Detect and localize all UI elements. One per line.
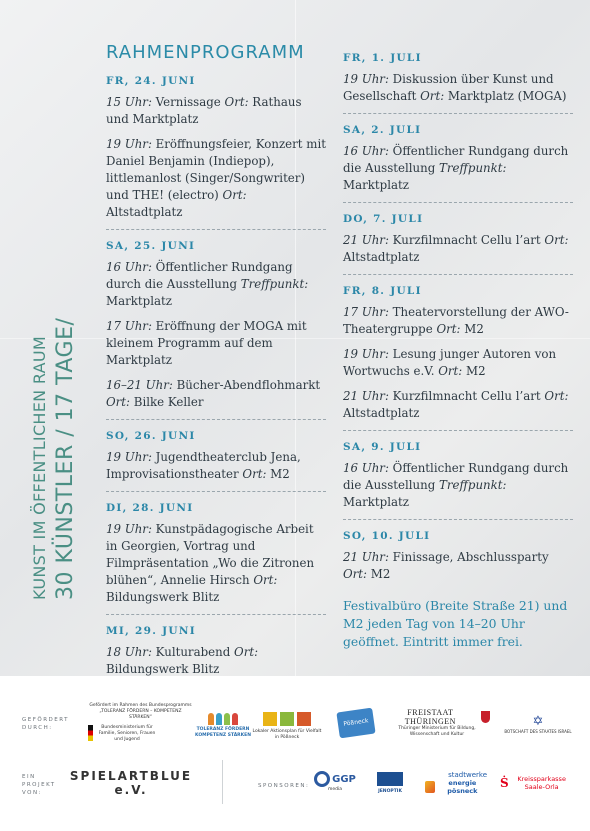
event-entry [106,318,326,369]
day-heading: SA, 2. JULI [343,124,422,136]
event-place: Bildungswerk Blitz [106,590,220,604]
event-text: Bücher-Abendflohmarkt [172,378,321,392]
event-text: Öffentlicher Rundgang durch die Ausstellung [343,461,569,492]
vertical-artists: 30 KÜNSTLER [53,444,78,600]
event-text: Kunstpädagogische Arbeit in Georgien, Vortrag und Filmpräsentation „Wo die Zitronen blühen“, Annelie Hirsch [106,522,315,587]
footer-divider [222,760,223,804]
day-heading: SA, 25. JUNI [106,240,196,252]
event-place: Altstadtplatz [343,406,420,420]
ggp-label: GGP [332,773,356,785]
thueringen-sub: Thüringer Ministerium für Bildung, Wissenschaft und Kultur [398,726,476,737]
lokaler-aktionsplan-logo [252,706,322,746]
thueringen-label: FREISTAAT THÜRINGEN [404,708,456,726]
vertical-subtitle: KUNST IM ÖFFENTLICHEN RAUM [30,336,49,600]
toleranz-label: TOLERANZ FÖRDERN KOMPETENZ STÄRKEN [195,727,251,738]
event-location-label: Ort: [544,233,569,247]
poessneck-label: Pößneck [343,717,369,728]
vertical-main-title: 30 KÜNSTLER / 17 TAGE/ [53,317,78,600]
event-time: 16–21 Uhr: [106,378,173,392]
lokaler-label: Lokaler Aktionsplan für Vielfalt in Pößneck [252,728,322,740]
event-time: 19 Uhr: [106,137,152,151]
event-location-label: Ort: [234,645,259,659]
israel-label: BOTSCHAFT DES STAATES ISRAEL [504,729,572,734]
event-time: 17 Uhr: [106,319,152,333]
event-place: Marktplatz [106,294,172,308]
event-entry [343,460,573,511]
event-place: Marktplatz (MOGA) [444,89,567,103]
event-entry [343,232,573,266]
flag-icon [88,725,93,741]
colored-squares-icon [263,712,311,726]
event-location-label: Ort: [438,364,463,378]
day-heading: SA, 9. JULI [343,441,422,453]
event-place: Altstadtplatz [106,205,183,219]
thueringen-logo [384,708,490,738]
dashed-divider [106,614,326,615]
event-text: Öffentlicher Rundgang durch die Ausstellung [106,260,293,291]
dashed-divider [106,491,326,492]
event-location-label: Ort: [436,322,461,336]
toleranz-logo [193,706,253,746]
ministry-name: Bundesministerium für Familie, Senioren, Frauen und Jugend [98,725,156,742]
schedule-right [343,42,573,651]
event-place: Altstadtplatz [343,250,420,264]
event-location-label: Ort: [420,89,445,103]
israel-embassy-logo [502,708,574,742]
event-location-label: Ort: [106,395,131,409]
event-text: Kurzfilmnacht Cellu l’art [388,233,545,247]
jenoptik-logo [368,768,412,798]
event-time: 19 Uhr: [343,347,389,361]
schedule-list-right [343,52,573,583]
event-place: Marktplatz [343,178,409,192]
event-time: 16 Uhr: [343,461,389,475]
event-text: Finissage, Abschlussparty [388,550,549,564]
event-time: 17 Uhr: [343,305,389,319]
event-location-label: Ort: [544,389,569,403]
schedule-list-left [106,75,326,678]
page-title: RAHMENPROGRAMM [106,42,305,63]
dashed-divider [343,519,573,520]
funded-by-label: GEFÖRDERT DURCH: [22,717,70,731]
event-place: M2 [460,322,484,336]
day-heading: DI, 28. JUNI [106,502,194,514]
event-text: Lesung junger Autoren von Wortwuchs e.V. [343,347,557,378]
jenoptik-mark-icon [377,772,403,786]
event-place: Bilke Keller [130,395,204,409]
ggp-circle-icon [314,771,330,787]
event-entry [343,549,573,583]
event-text: Eröffnung der MOGA mit kleinem Programm auf dem Marktplatz [106,319,307,367]
day-heading: DO, 7. JULI [343,213,424,225]
event-text: Jugendtheaterclub Jena, Improvisationstheater [106,450,301,481]
event-time: 19 Uhr: [106,522,152,536]
ggp-sub: media [327,787,343,792]
sponsors-label: SPONSOREN: [258,783,310,789]
day-heading: FR, 1. JULI [343,52,422,64]
poessneck-logo [336,708,375,739]
event-time: 21 Uhr: [343,550,389,564]
dashed-divider [106,419,326,420]
stadtwerke-label: stadtwerke [448,771,487,779]
event-location-label: Treffpunkt: [439,478,507,492]
spielart-logo [69,768,193,798]
event-text: Diskussion über Kunst und Gesellschaft [343,72,554,103]
event-entry [343,143,573,194]
dashed-divider [343,430,573,431]
ggp-logo [315,764,355,800]
event-text: Kulturabend [151,645,235,659]
event-entry [106,259,326,310]
program-note: Gefördert im Rahmen des Bundesprogramms „TOLERANZ FÖRDERN – KOMPETENZ STÄRKEN“ [89,703,192,720]
event-text: Eröffnungsfeier, Konzert mit Daniel Benjamin (Indiepop), littlemanlost (Singer/Songwriter) und THE! (electro) [106,137,326,202]
menorah-icon: ✡ [532,714,544,729]
sparkasse-s-icon: Ṡ [500,776,509,790]
event-time: 18 Uhr: [106,645,152,659]
event-location-label: Treffpunkt: [439,161,507,175]
event-time: 15 Uhr: [106,95,152,109]
coat-of-arms-icon [481,711,490,723]
event-text: Vernissage [151,95,225,109]
event-time: 16 Uhr: [343,144,389,158]
event-location-label: Ort: [343,567,368,581]
day-heading: SO, 26. JUNI [106,430,196,442]
event-location-label: Ort: [253,573,278,587]
people-icon [208,713,238,725]
event-time: 21 Uhr: [343,233,389,247]
event-text: Theatervorstellung der AWO-Theatergruppe [343,305,569,336]
event-entry [343,304,573,338]
event-entry [106,449,326,483]
vertical-days: 17 TAGE [53,325,78,422]
event-place: Marktplatz [343,495,409,509]
energie-label: energie pösneck [447,779,478,795]
stadtwerke-logo [425,766,487,800]
event-entry [106,377,326,411]
day-heading: SO, 10. JULI [343,530,431,542]
day-heading: FR, 24. JUNI [106,75,196,87]
jenoptik-label: JENOPTIK [378,788,402,794]
dashed-divider [343,274,573,275]
event-location-label: Ort: [242,467,267,481]
event-entry [106,521,326,606]
event-entry [343,346,573,380]
spielart-label: SPIELARTBLUE e.V. [69,769,193,797]
event-entry [106,94,326,128]
dashed-divider [343,113,573,114]
event-place: M2 [266,467,290,481]
event-place: M2 [462,364,486,378]
festival-info: Festivalbüro (Breite Straße 21) und M2 jeden Tag von 14–20 Uhr geöffnet. Eintritt immer frei. [343,598,568,649]
event-text: Kurzfilmnacht Cellu l’art [388,389,545,403]
event-text: Öffentlicher Rundgang durch die Ausstellung [343,144,569,175]
event-time: 19 Uhr: [343,72,389,86]
event-time: 21 Uhr: [343,389,389,403]
sparkasse-label: Kreissparkasse Saale-Orla [517,775,566,791]
event-place: Bildungswerk Blitz [106,662,220,676]
event-entry [343,388,573,422]
schedule-left [106,42,326,686]
vertical-title [30,318,78,600]
event-place: M2 [367,567,391,581]
event-entry [106,136,326,221]
event-place: Rathaus und Marktplatz [106,95,302,126]
event-entry [106,644,326,678]
event-entry [343,71,573,105]
bmfsfj-logo [88,700,193,746]
event-time: 19 Uhr: [106,450,152,464]
event-location-label: Ort: [222,188,247,202]
day-heading: MI, 29. JUNI [106,625,197,637]
dashed-divider [106,229,326,230]
energy-icon [425,781,435,793]
sparkasse-logo [500,766,580,800]
event-location-label: Treffpunkt: [240,277,309,291]
dashed-divider [343,202,573,203]
event-location-label: Ort: [224,95,249,109]
event-time: 16 Uhr: [106,260,152,274]
project-by-label: EIN PROJEKT VON: [22,774,56,796]
day-heading: FR, 8. JULI [343,285,422,297]
